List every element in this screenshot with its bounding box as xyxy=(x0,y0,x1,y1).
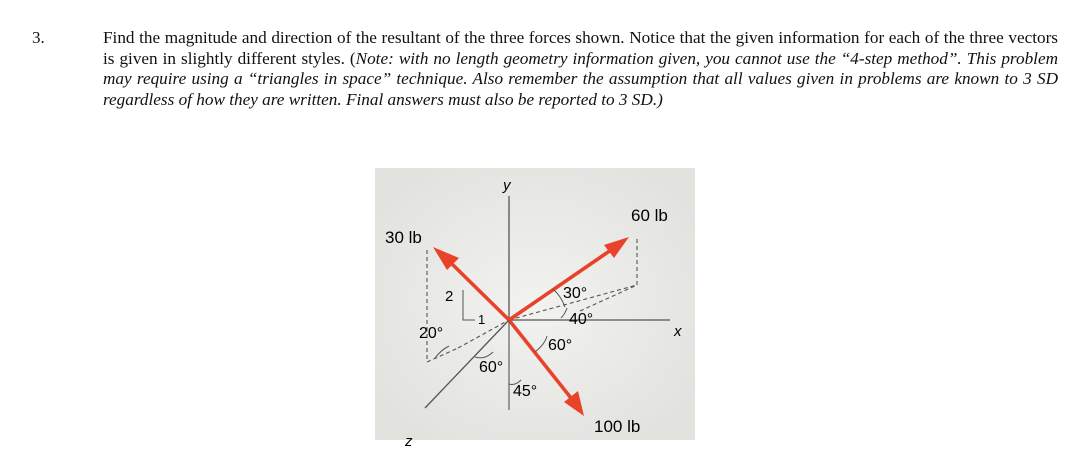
problem-statement xyxy=(103,28,1058,110)
force-diagram-svg xyxy=(375,168,710,453)
slope-label-2: 2 xyxy=(445,288,454,305)
x-axis-label: x xyxy=(674,323,682,340)
problem-text-part2: with no length geometry information given, you cannot use the “4-step method”. This problem may require using a “triangles in space” technique. Also remember the assumption that all values given in problems are known to 3 SD regardless of how they are written. Final answers must also be reported to 3 SD.) xyxy=(103,48,1058,109)
angle-20-label: 20° xyxy=(419,325,444,342)
y-axis-label: y xyxy=(503,177,511,194)
slope-label-1: 1 xyxy=(478,312,486,327)
force-60lb-label: 60 lb xyxy=(631,206,668,225)
angle-60-lower-label: 60° xyxy=(479,359,504,376)
angle-30-label: 30° xyxy=(563,285,588,302)
note-label: Note: xyxy=(355,48,394,68)
problem-text-part1: Find the magnitude and direction of the resultant of the three forces shown. Notice that the given information for each of the three vectors is given in slightly different styles. ( xyxy=(103,28,1058,68)
angle-40-label: 40° xyxy=(569,311,594,328)
force-100lb-label: 100 lb xyxy=(594,417,641,436)
angle-45-label: 45° xyxy=(513,383,538,400)
force-30lb-label: 30 lb xyxy=(385,228,422,247)
z-axis-label: z xyxy=(405,433,413,450)
problem-number: 3. xyxy=(32,28,45,47)
angle-60-upper-label: 60° xyxy=(548,337,573,354)
force-diagram xyxy=(375,168,710,458)
